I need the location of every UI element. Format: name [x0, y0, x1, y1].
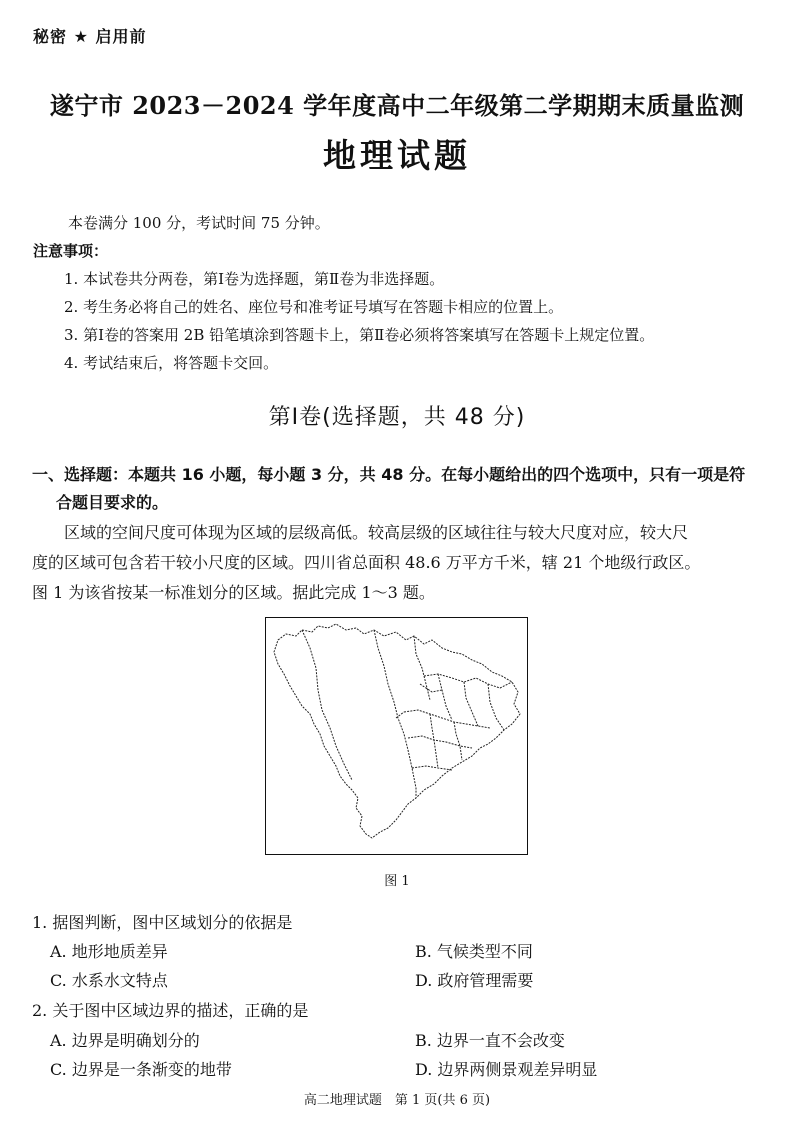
notice-item: 4. 考试结束后，将答题卡交回。: [64, 354, 279, 372]
subject-title: 地理试题: [323, 136, 471, 175]
full-marks-text: 本卷满分 100 分，考试时间 75 分钟。: [68, 214, 330, 232]
region-boundary: [464, 682, 478, 726]
figure-1-map: [265, 617, 528, 855]
region-boundary: [302, 630, 352, 780]
region-boundary: [438, 674, 452, 720]
region-boundary: [420, 684, 442, 692]
question-1-stem: 1. 据图判断，图中区域划分的依据是: [32, 913, 293, 932]
notice-item: 2. 考生务必将自己的姓名、座位号和准考证号填写在答题卡相应的位置上。: [64, 298, 564, 316]
region-boundary: [408, 736, 472, 748]
question-1-option-a[interactable]: A. 地形地质差异: [50, 942, 168, 961]
question-stem-text: 区域的空间尺度可体现为区域的层级高低。较高层级的区域往往与较大尺度对应，较大尺: [64, 523, 689, 542]
question-group-heading-cont: 合题目要求的。: [56, 493, 169, 512]
question-stem-text: 图 1 为该省按某一标准划分的区域。据此完成 1～3 题。: [32, 583, 435, 602]
notice-title: 注意事项：: [33, 242, 109, 260]
question-2-option-a[interactable]: A. 边界是明确划分的: [50, 1031, 200, 1050]
exam-main-title: 遂宁市 2023－2024 学年度高中二年级第二学期期末质量监测: [49, 91, 745, 120]
secret-label: 秘密 ★ 启用前: [33, 27, 147, 46]
region-boundary: [454, 722, 462, 760]
question-group-heading: 一、选择题：本题共 16 小题，每小题 3 分，共 48 分。在每小题给出的四个选项中，只有一项是符: [32, 465, 746, 484]
section-title: 第Ⅰ卷(选择题，共 48 分): [268, 405, 526, 430]
question-2-option-c[interactable]: C. 边界是一条渐变的地带: [50, 1060, 232, 1079]
question-2-option-d[interactable]: D. 边界两侧景观差异明显: [415, 1060, 598, 1079]
region-boundary: [488, 684, 504, 730]
region-boundary: [424, 674, 512, 688]
question-stem-text: 度的区域可包含若干较小尺度的区域。四川省总面积 48.6 万平方千米，辖 21 个地级行政区。: [32, 553, 701, 572]
province-outline: [274, 624, 520, 838]
question-1-option-b[interactable]: B. 气候类型不同: [415, 942, 533, 961]
notice-item: 3. 第Ⅰ卷的答案用 2B 铅笔填涂到答题卡上，第Ⅱ卷必须将答案填写在答题卡上规定位置。: [64, 326, 655, 344]
region-boundary: [412, 766, 452, 770]
region-boundary: [430, 714, 438, 768]
region-boundary: [404, 710, 490, 728]
figure-caption: 图 1: [384, 874, 410, 889]
region-boundary: [414, 636, 430, 700]
notice-item: 1. 本试卷共分两卷，第Ⅰ卷为选择题，第Ⅱ卷为非选择题。: [64, 270, 445, 288]
page-footer: 高二地理试题 第 1 页(共 6 页): [303, 1093, 491, 1108]
question-1-option-c[interactable]: C. 水系水文特点: [50, 971, 168, 990]
sichuan-region-map: [266, 618, 529, 856]
question-2-stem: 2. 关于图中区域边界的描述，正确的是: [32, 1001, 309, 1020]
region-boundary: [374, 630, 416, 798]
question-2-option-b[interactable]: B. 边界一直不会改变: [415, 1031, 565, 1050]
question-1-option-d[interactable]: D. 政府管理需要: [415, 971, 534, 990]
